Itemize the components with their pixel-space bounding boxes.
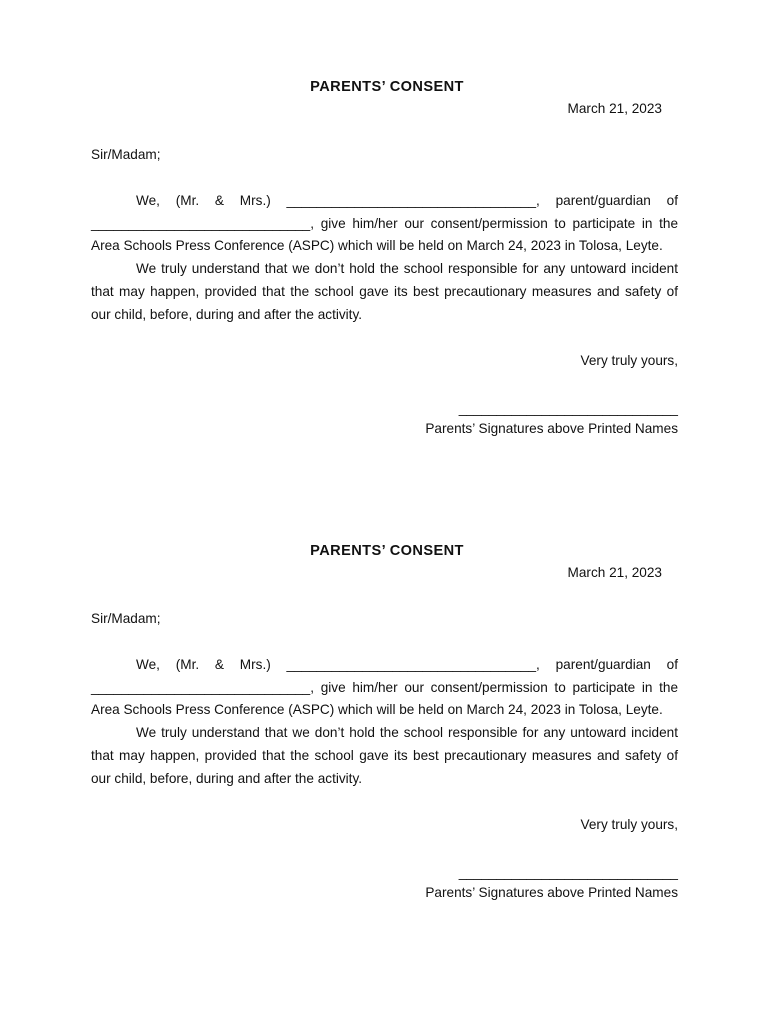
responsibility-paragraph: We truly understand that we don’t hold the school responsible for any untoward incident that may happen, provided that the school gave its best precautionary measures and safety of our child, before, during and after the activity. <box>91 725 678 786</box>
signature-line: _____________________________ <box>458 865 678 881</box>
spacer <box>91 121 678 144</box>
consent-form-1 <box>91 76 678 440</box>
responsibility-paragraph: We truly understand that we don’t hold the school responsible for any untoward incident that may happen, provided that the school gave its best precautionary measures and safety of our child, before, during and after the activity. <box>91 261 678 322</box>
form-date: March 21, 2023 <box>567 565 662 580</box>
signature-caption: Parents’ Signatures above Printed Names <box>425 885 678 901</box>
salutation: Sir/Madam; <box>91 147 161 162</box>
form-title: PARENTS’ CONSENT <box>310 543 464 559</box>
form-date: March 21, 2023 <box>567 101 662 116</box>
spacer <box>91 585 678 608</box>
signature-caption: Parents’ Signatures above Printed Names <box>425 421 678 437</box>
closing: Very truly yours, <box>580 352 678 368</box>
spacer <box>91 631 678 654</box>
consent-form-2 <box>91 540 678 904</box>
consent-paragraph: We, (Mr. & Mrs.) _________________________________, parent/guardian of _____________________________, give him/her our consent/permission to participate in the Area Schools Press Conference (ASPC) which will be held on March 24, 2023 in Tolosa, Leyte. <box>91 656 678 718</box>
form-title: PARENTS’ CONSENT <box>310 79 464 95</box>
consent-paragraph: We, (Mr. & Mrs.) _________________________________, parent/guardian of _____________________________, give him/her our consent/permission to participate in the Area Schools Press Conference (ASPC) which will be held on March 24, 2023 in Tolosa, Leyte. <box>91 192 678 254</box>
salutation: Sir/Madam; <box>91 611 161 626</box>
spacer <box>91 167 678 190</box>
signature-line: _____________________________ <box>458 401 678 417</box>
closing: Very truly yours, <box>580 816 678 832</box>
